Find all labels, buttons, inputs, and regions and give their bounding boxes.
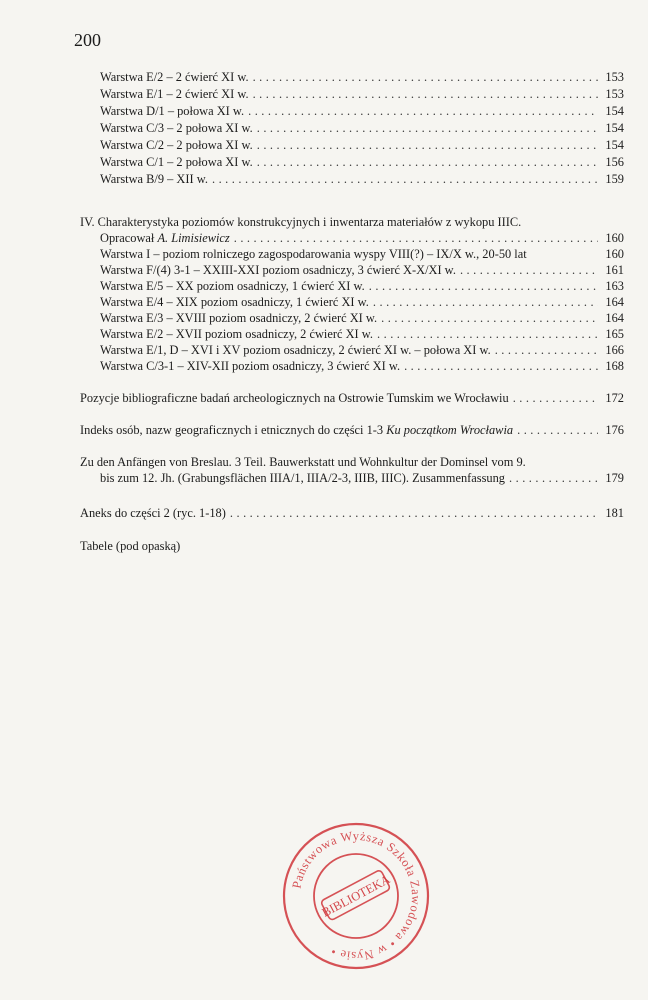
leader-dots <box>253 69 598 85</box>
toc-entry-page: 176 <box>605 423 624 437</box>
toc-entry <box>100 358 624 374</box>
library-stamp <box>280 820 432 972</box>
toc-entry <box>100 103 624 119</box>
toc-entry-title: Warstwa E/2 – 2 ćwierć XI w. <box>100 70 249 84</box>
toc-entry-page: 165 <box>605 327 624 341</box>
leader-dots <box>257 120 598 136</box>
leader-dots <box>460 262 598 278</box>
toc-entry-title: Warstwa I – poziom rolniczego zagospodarowania wyspy VIII(?) – IX/X w., 20-50 lat <box>100 247 527 261</box>
toc-entry-page: 179 <box>605 471 624 485</box>
toc-entry-page: 181 <box>605 506 624 520</box>
toc-entry-title: Warstwa C/3-1 – XIV-XII poziom osadniczy, 3 ćwierć XI w. <box>100 359 401 373</box>
chapter-iv-author <box>100 230 624 246</box>
toc-entry-title: Pozycje bibliograficzne badań archeologicznych na Ostrowie Tumskim we Wrocławiu <box>80 391 509 405</box>
toc-entry-index <box>80 422 624 438</box>
toc-entry-annex <box>80 505 624 521</box>
toc-entry-title: Warstwa E/2 – XVII poziom osadniczy, 2 ćwierć XI w. <box>100 327 373 341</box>
leader-dots <box>377 326 598 342</box>
leader-dots <box>248 103 598 119</box>
toc-entry-title: Warstwa C/3 – 2 połowa XI w. <box>100 121 253 135</box>
index-italic-title: Ku początkom Wrocławia <box>386 423 514 437</box>
toc-entry <box>100 120 624 136</box>
leader-dots <box>230 505 598 521</box>
toc-entry-summary <box>100 470 624 486</box>
toc-entry-page: 164 <box>605 295 624 309</box>
toc-entry-page: 172 <box>605 391 624 405</box>
toc-entry-page: 168 <box>605 359 624 373</box>
toc-entry-page: 159 <box>605 172 624 186</box>
toc-entry <box>100 137 624 153</box>
summary-line-2: bis zum 12. Jh. (Grabungsflächen IIIA/1, IIIA/2-3, IIIB, IIIC). Zusammenfassung <box>100 471 506 485</box>
toc-entry-page: 163 <box>605 279 624 293</box>
toc-entry-title: Warstwa C/2 – 2 połowa XI w. <box>100 138 253 152</box>
toc-entry-bibliography <box>80 390 624 406</box>
leader-dots <box>373 294 598 310</box>
toc-entry-page: 154 <box>605 121 624 135</box>
toc-entry-title <box>80 422 513 438</box>
toc-entry-title: Aneks do części 2 (ryc. 1-18) <box>80 506 226 520</box>
toc-entry-tables: Tabele (pod opaską) <box>80 539 181 553</box>
chapter-iv-heading: IV. Charakterystyka poziomów konstrukcyjnych i inwentarza materiałów z wykopu IIIC. <box>80 215 522 229</box>
toc-entry <box>100 154 624 170</box>
toc-entry <box>100 69 624 85</box>
toc-entry <box>100 342 624 358</box>
toc-entry-page: 153 <box>605 87 624 101</box>
page-number: 200 <box>74 30 101 50</box>
toc-entry-page: 153 <box>605 70 624 84</box>
leader-dots <box>509 470 598 486</box>
toc-entry <box>100 86 624 102</box>
author-name: A. Limisiewicz <box>157 231 230 245</box>
leader-dots <box>369 278 598 294</box>
stamp-center-text: BIBLIOTEKA <box>319 872 393 920</box>
leader-dots <box>495 342 598 358</box>
author-line <box>100 230 230 246</box>
toc-entry <box>100 294 624 310</box>
toc-entry-title: Warstwa B/9 – XII w. <box>100 172 208 186</box>
toc-entry-page: 160 <box>605 231 624 245</box>
toc-entry-page: 154 <box>605 138 624 152</box>
leader-dots <box>234 230 598 246</box>
toc-entry <box>100 326 624 342</box>
toc-entry <box>100 262 624 278</box>
toc-entry-title: Warstwa E/1, D – XVI i XV poziom osadniczy, 2 ćwierć XI w. – połowa XI w. <box>100 343 491 357</box>
toc-entry-title: Warstwa C/1 – 2 połowa XI w. <box>100 155 253 169</box>
toc-entry-title: Warstwa D/1 – połowa XI w. <box>100 104 245 118</box>
toc-entry-page: 156 <box>605 155 624 169</box>
stamp-ring-text: Państwowa Wyższa Szkoła Zawodowa • w Nysie • <box>289 828 424 964</box>
toc-entry-page: 160 <box>605 247 624 261</box>
toc-entry-title: Warstwa E/3 – XVIII poziom osadniczy, 2 ćwierć XI w. <box>100 311 378 325</box>
leader-dots <box>517 422 598 438</box>
toc-entry-page: 154 <box>605 104 624 118</box>
leader-dots <box>257 137 598 153</box>
author-prefix: Opracował <box>100 231 158 245</box>
summary-line-1: Zu den Anfängen von Breslau. 3 Teil. Bauwerkstatt und Wohnkultur der Dominsel vom 9. <box>80 455 526 469</box>
leader-dots <box>253 86 598 102</box>
toc-entry-title: Warstwa E/5 – XX poziom osadniczy, 1 ćwierć XI w. <box>100 279 365 293</box>
index-text: Indeks osób, nazw geograficznych i etnicznych do części 1-3 <box>80 423 387 437</box>
toc-entry <box>100 171 624 187</box>
toc-entry-title: Warstwa E/4 – XIX poziom osadniczy, 1 ćwierć XI w. <box>100 295 369 309</box>
toc-entry <box>100 310 624 326</box>
stamp-graphic <box>280 820 432 972</box>
toc-entry <box>100 246 624 262</box>
toc-entry-title: Warstwa F/(4) 3-1 – XXIII-XXI poziom osadniczy, 3 ćwierć X-X/XI w. <box>100 263 456 277</box>
toc-entry-page: 166 <box>605 343 624 357</box>
leader-dots <box>212 171 598 187</box>
leader-dots <box>257 154 598 170</box>
toc-entry-title: Warstwa E/1 – 2 ćwierć XI w. <box>100 87 249 101</box>
leader-dots <box>513 390 598 406</box>
toc-entry <box>100 278 624 294</box>
toc-entry-page: 161 <box>605 263 624 277</box>
toc-entry-page: 164 <box>605 311 624 325</box>
leader-dots <box>381 310 598 326</box>
leader-dots <box>404 358 598 374</box>
